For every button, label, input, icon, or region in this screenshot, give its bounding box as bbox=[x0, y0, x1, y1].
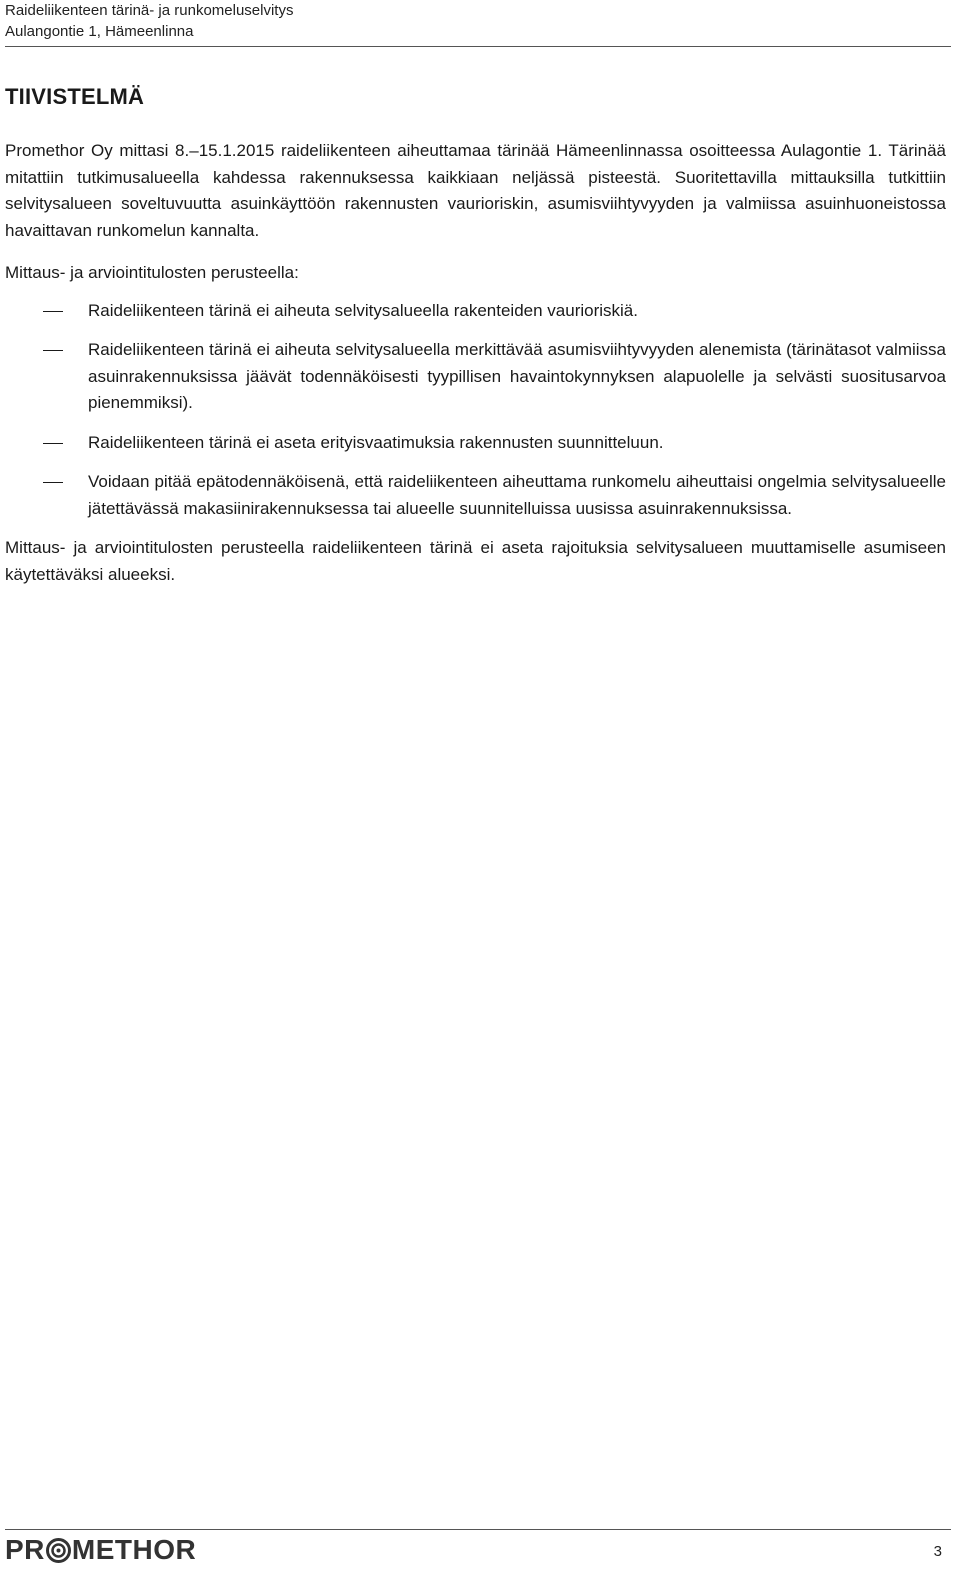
header-divider bbox=[5, 46, 951, 47]
header-title: Raideliikenteen tärinä- ja runkomeluselvitys bbox=[5, 2, 294, 19]
dash-bullet-icon bbox=[43, 311, 63, 312]
intro-paragraph: Promethor Oy mittasi 8.–15.1.2015 raideliikenteen aiheuttamaa tärinää Hämeenlinnassa osoitteessa Aulagontie 1. Tärinää mitattiin tutkimusalueella kahdessa rakennuksessa kaikkiaan neljässä pisteestä. Suoritettavilla mittauksilla tutkittiin selvitysalueen soveltuvuutta asuinkäyttöön rakennusten vaurioriskin, asumisviihtyvyyden ja valmiissa asuinhuoneistossa havaittavan runkomelun kannalta. bbox=[5, 141, 946, 240]
list-item-text: Raideliikenteen tärinä ei aiheuta selvitysalueella rakenteiden vaurioriskiä. bbox=[88, 300, 638, 320]
list-item-text: Voidaan pitää epätodennäköisenä, että raideliikenteen aiheuttama runkomelu aiheuttaisi ongelmia selvitysalueelle jätettävässä makasiinirakennuksessa tai alueelle suunnitelluissa uusissa asuinrakennuksissa. bbox=[88, 472, 946, 518]
page-number: 3 bbox=[933, 1543, 942, 1560]
header-subtitle: Aulangontie 1, Hämeenlinna bbox=[5, 23, 194, 40]
lead-paragraph: Mittaus- ja arviointitulosten perusteella: bbox=[5, 263, 299, 282]
page-header bbox=[5, 0, 951, 42]
list-item bbox=[5, 469, 946, 522]
list-item bbox=[5, 337, 946, 417]
logo-text-suffix: METHOR bbox=[71, 1534, 197, 1565]
dash-bullet-icon bbox=[43, 482, 63, 483]
dash-bullet-icon bbox=[43, 350, 63, 351]
conclusion-paragraph: Mittaus- ja arviointitulosten perusteella raideliikenteen tärinä ei aseta rajoituksia selvitysalueen muuttamiselle asumiseen käytettäväksi alueeksi. bbox=[5, 538, 946, 584]
dash-bullet-icon bbox=[43, 443, 63, 444]
findings-list bbox=[5, 298, 946, 523]
list-item bbox=[5, 430, 946, 457]
logo-text-prefix: PR bbox=[5, 1534, 45, 1565]
section-title: TIIVISTELMÄ bbox=[5, 84, 145, 109]
list-item-text: Raideliikenteen tärinä ei aiheuta selvitysalueella merkittävää asumisviihtyvyyden alenemista (tärinätasot valmiissa asuinrakennuksissa jäävät todennäköisesti tyypillisen havaintokynnyksen alapuolelle ja selvästi suositusarvoa pienemmiksi). bbox=[88, 340, 946, 412]
document-body bbox=[5, 138, 946, 588]
list-item-text: Raideliikenteen tärinä ei aseta erityisvaatimuksia rakennusten suunnitteluun. bbox=[88, 432, 664, 452]
footer-divider bbox=[5, 1529, 951, 1530]
target-ring-icon bbox=[46, 1538, 71, 1563]
list-item bbox=[5, 298, 946, 325]
promethor-logo bbox=[5, 1533, 196, 1567]
